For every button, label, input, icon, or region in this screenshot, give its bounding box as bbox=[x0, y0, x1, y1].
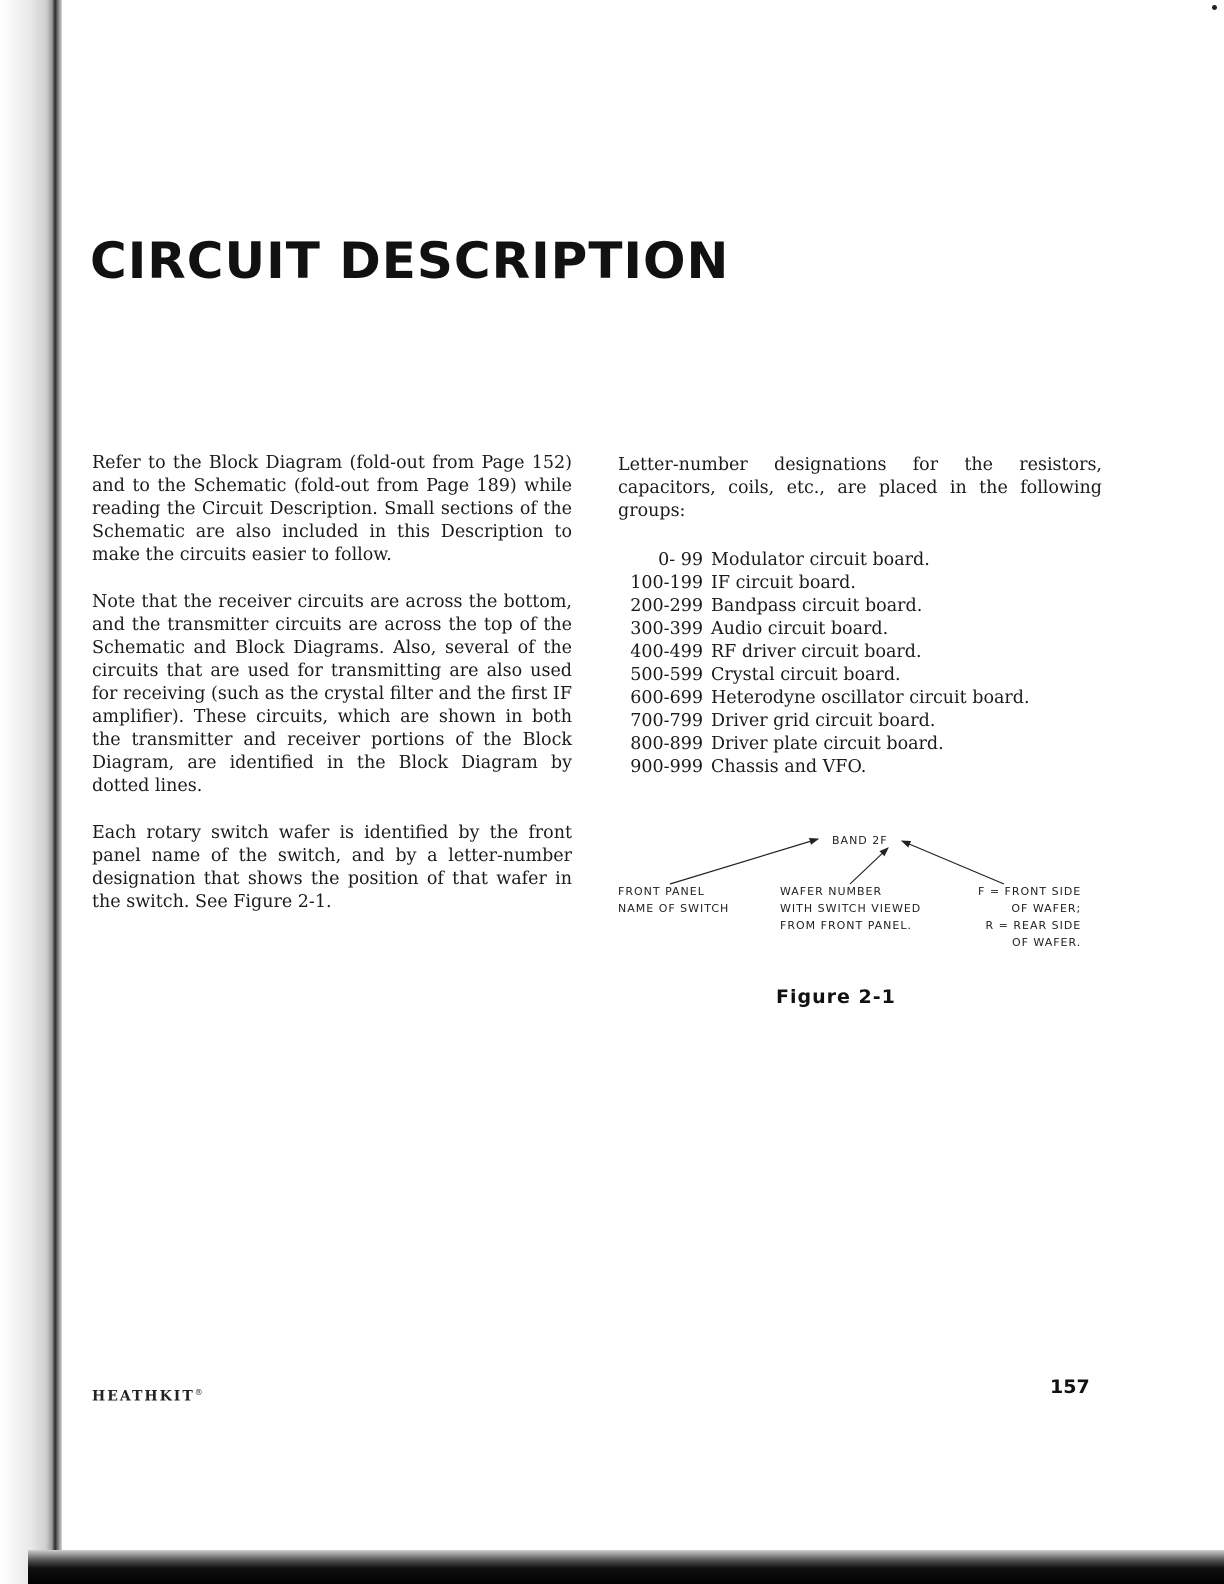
designation-range: 0- 99 bbox=[658, 550, 703, 570]
band-switch-label: BAND 2F bbox=[832, 834, 888, 847]
designation-range: 800-899 bbox=[630, 734, 703, 754]
designation-range: 900-999 bbox=[630, 757, 703, 777]
designation-range: 600-699 bbox=[630, 688, 703, 708]
right-column bbox=[618, 454, 1102, 779]
designations-intro: Letter-number designations for the resistors, capacitors, coils, etc., are placed in the following groups: bbox=[618, 455, 1102, 521]
designation-range: 100-199 bbox=[630, 573, 703, 593]
front-panel-line: NAME OF SWITCH bbox=[618, 902, 730, 915]
left-column bbox=[92, 452, 572, 938]
scan-mark bbox=[1212, 5, 1217, 10]
wafer-line: WITH SWITCH VIEWED bbox=[780, 902, 922, 915]
arrow-wafer-number bbox=[850, 848, 888, 884]
designation-range: 200-299 bbox=[630, 596, 703, 616]
designation-item bbox=[618, 595, 1102, 618]
figure-2-1 bbox=[612, 828, 1112, 1018]
designation-label: IF circuit board. bbox=[711, 573, 856, 593]
designation-label: Driver plate circuit board. bbox=[711, 734, 944, 754]
arrow-side bbox=[902, 841, 1004, 884]
designation-label: Driver grid circuit board. bbox=[711, 711, 936, 731]
designation-range: 500-599 bbox=[630, 665, 703, 685]
designation-item bbox=[618, 733, 1102, 756]
side-line: OF WAFER. bbox=[1011, 936, 1082, 949]
paragraph-references: Refer to the Block Diagram (fold-out from Page 152) and to the Schematic (fold-out from Page 189) while reading the Circuit Description. Small sections of the Schematic are also included in this Description to make the circuits easier to follow. bbox=[92, 453, 572, 565]
arrow-front-panel bbox=[670, 839, 818, 884]
designation-item bbox=[618, 618, 1102, 641]
heathkit-logo bbox=[92, 1388, 205, 1405]
designation-item bbox=[618, 641, 1102, 664]
side-line: R = REAR SIDE bbox=[985, 919, 1082, 932]
page-title: CIRCUIT DESCRIPTION bbox=[90, 232, 730, 290]
wafer-side-annotation bbox=[978, 883, 1081, 951]
designation-item bbox=[618, 549, 1102, 572]
registered-mark: ® bbox=[194, 1388, 205, 1397]
designation-label: Bandpass circuit board. bbox=[711, 596, 923, 616]
designation-item bbox=[618, 572, 1102, 595]
page-number: 157 bbox=[1050, 1376, 1090, 1398]
designation-label: Modulator circuit board. bbox=[711, 550, 930, 570]
designation-item bbox=[618, 756, 1102, 779]
designation-item bbox=[618, 687, 1102, 710]
page-bottom-edge bbox=[28, 1550, 1224, 1584]
side-line: F = FRONT SIDE bbox=[978, 885, 1082, 898]
designation-label: RF driver circuit board. bbox=[711, 642, 922, 662]
designation-label: Chassis and VFO. bbox=[711, 757, 867, 777]
brand-name: HEATHKIT bbox=[92, 1388, 195, 1405]
designation-list bbox=[618, 549, 1102, 779]
paragraph-rotary-switch: Each rotary switch wafer is identified by the front panel name of the switch, and by a letter-number designation that shows the position of that wafer in the switch. See Figure 2-1. bbox=[92, 823, 572, 912]
designation-range: 700-799 bbox=[630, 711, 703, 731]
figure-caption: Figure 2-1 bbox=[776, 986, 896, 1008]
designation-range: 300-399 bbox=[630, 619, 703, 639]
designation-label: Audio circuit board. bbox=[711, 619, 889, 639]
side-line: OF WAFER; bbox=[1011, 902, 1082, 915]
wafer-line: FROM FRONT PANEL. bbox=[780, 919, 912, 932]
paragraph-receiver-transmitter: Note that the receiver circuits are across the bottom, and the transmitter circuits are across the top of the Schematic and Block Diagrams. Also, several of the circuits that are used for transmitting are also used for receiving (such as the crystal filter and the first IF amplifier). These circuits, which are shown in both the transmitter and receiver portions of the Block Diagram, are identified in the Block Diagram by dotted lines. bbox=[92, 592, 572, 796]
designation-item bbox=[618, 710, 1102, 733]
front-panel-line: FRONT PANEL bbox=[618, 885, 705, 898]
front-panel-annotation bbox=[618, 883, 729, 917]
designation-range: 400-499 bbox=[630, 642, 703, 662]
wafer-number-annotation bbox=[780, 883, 921, 934]
designation-label: Heterodyne oscillator circuit board. bbox=[711, 688, 1030, 708]
wafer-line: WAFER NUMBER bbox=[780, 885, 883, 898]
page-binding-shadow bbox=[0, 0, 62, 1584]
designation-label: Crystal circuit board. bbox=[711, 665, 901, 685]
designation-item bbox=[618, 664, 1102, 687]
